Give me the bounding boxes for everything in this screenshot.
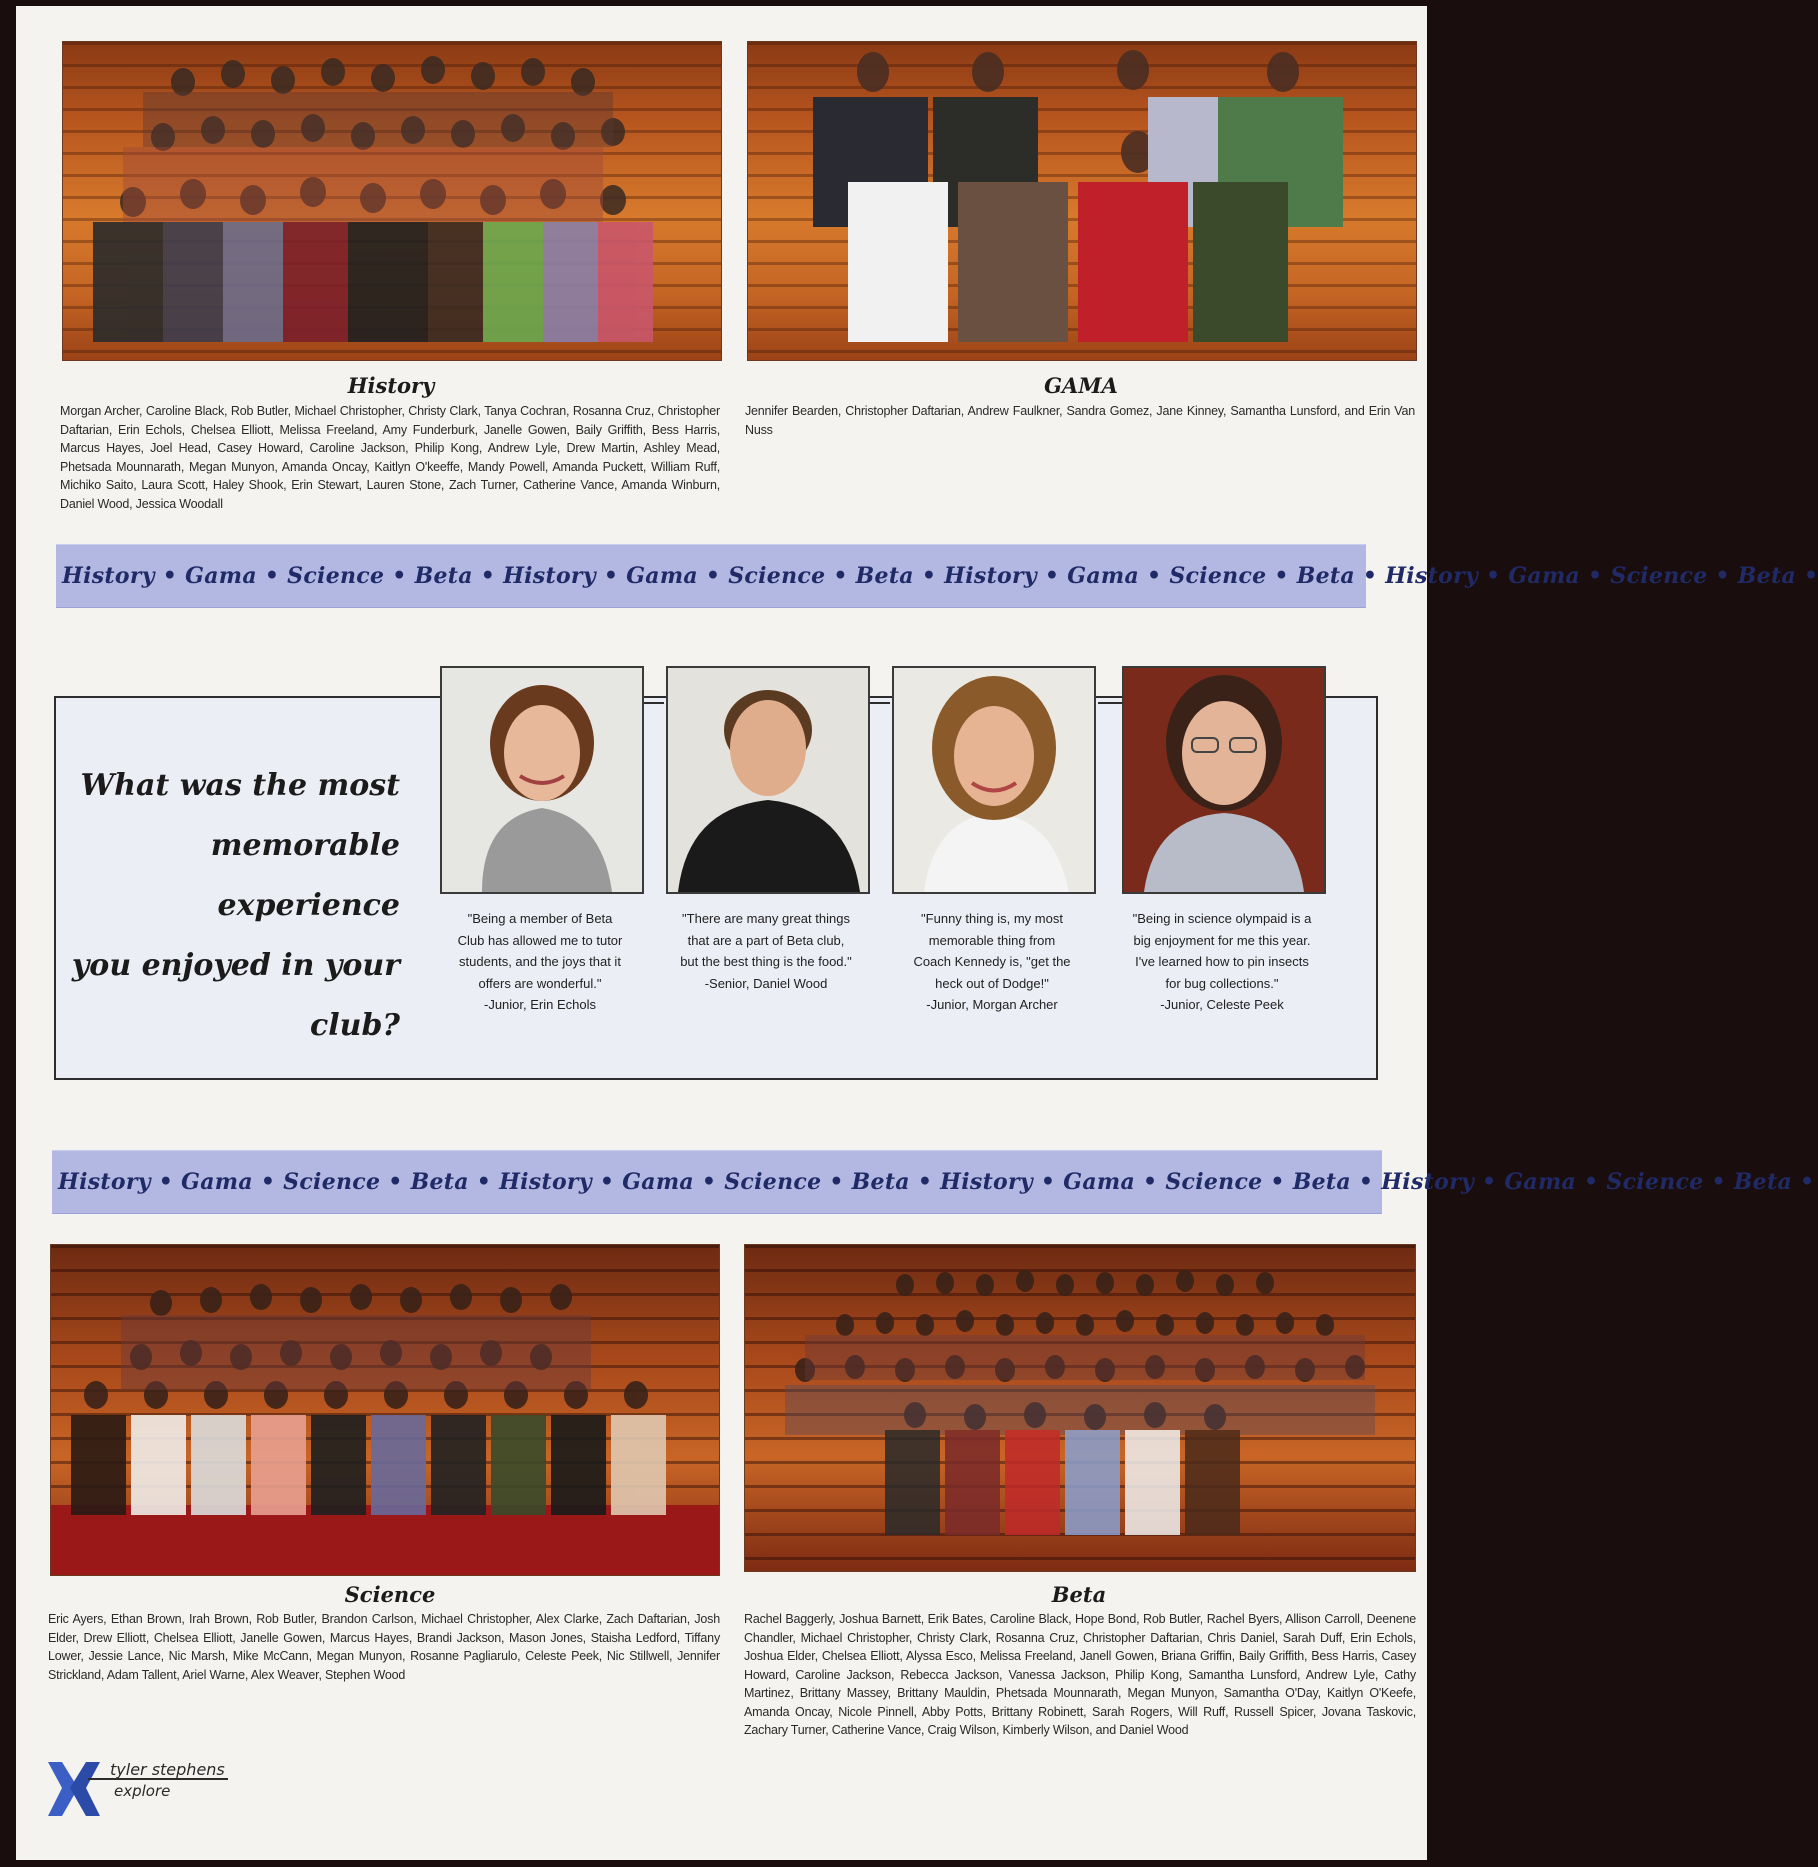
quote-line: students, and the joys that it (459, 954, 621, 969)
tyler-stephens-explore-logo (28, 1754, 228, 1824)
portrait-morgan-archer (892, 666, 1096, 894)
question-line-4: club? (309, 1008, 400, 1043)
question-line-3: you enjoyed in your (71, 948, 400, 983)
gama-group-photo (747, 41, 1417, 361)
quote-line: memorable thing from (928, 932, 1056, 948)
beta-title: Beta (1051, 1582, 1107, 1607)
quote-attribution: -Senior, Daniel Wood (704, 975, 828, 991)
question-line-1: What was the most (80, 768, 400, 803)
logo-line-1: tyler stephens (110, 1760, 225, 1779)
quote-line: Club has allowed me to tutor (457, 932, 623, 948)
portrait-erin-echols (440, 666, 644, 894)
quote-morgan-archer (888, 908, 1096, 1016)
x-logo-icon (40, 1754, 110, 1824)
club-banner-top-text: History • Gama • Science • Beta • History • Gama • Science • Beta • History • Gama • Science • Beta • History • Gama • Science • Beta • (62, 563, 1818, 589)
quote-line: that are a part of Beta club, (687, 932, 845, 948)
quote-line: "There are many great things (682, 911, 850, 926)
science-group-photo (50, 1244, 720, 1576)
quote-line: for bug collections." (1165, 975, 1279, 991)
quote-line: but the best thing is the food." (680, 954, 852, 969)
quote-daniel-wood (662, 908, 870, 994)
portrait-daniel-wood (666, 666, 870, 894)
history-title: History (347, 373, 435, 398)
history-group-photo (62, 41, 722, 361)
quote-attribution: -Junior, Erin Echols (484, 997, 596, 1012)
beta-group-photo (744, 1244, 1416, 1572)
logo-line-2: explore (114, 1782, 171, 1800)
quote-attribution: -Junior, Morgan Archer (926, 997, 1058, 1012)
quote-line: Coach Kennedy is, "get the (913, 954, 1071, 969)
question-text (60, 756, 400, 1056)
question-line-2: memorable experience (210, 828, 400, 923)
quote-line: heck out of Dodge!" (935, 975, 1049, 991)
quote-line: offers are wonderful." (478, 975, 602, 991)
quote-line: big enjoyment for me this year. (1133, 932, 1311, 948)
club-banner-bottom-text: History • Gama • Science • Beta • History • Gama • Science • Beta • History • Gama • Science • Beta • History • Gama • Science • Beta • (58, 1169, 1815, 1195)
science-names: Eric Ayers, Ethan Brown, Irah Brown, Rob Butler, Brandon Carlson, Michael Christopher, Alex Clarke, Zach Daftarian, Josh Elder, Drew Elliott, Chelsea Elliott, Janelle Gowen, Marcus Hayes, Brandi Jackson, Mason Jones, Staisha Ledford, Tiffany Lower, Jessie Lance, Nic Marsh, Mike McCann, Megan Munyon, Rosanne Pagliarulo, Celeste Peek, Nic Stillwell, Jennifer Strickland, Adam Tallent, Ariel Warne, Alex Weaver, Stephen Wood (48, 1612, 720, 1682)
quote-line: "Being a member of Beta (467, 911, 613, 926)
quote-attribution: -Junior, Celeste Peek (1160, 997, 1284, 1012)
quote-erin-echols (436, 908, 644, 1016)
quote-line: I've learned how to pin insects (1135, 954, 1309, 969)
portrait-connector (868, 702, 890, 704)
gama-title: GAMA (1044, 373, 1118, 398)
quote-line: "Funny thing is, my most (921, 911, 1063, 926)
gama-names: Jennifer Bearden, Christopher Daftarian, Andrew Faulkner, Sandra Gomez, Jane Kinney, Samantha Lunsford, and Erin Van Nuss (745, 404, 1415, 437)
portrait-connector (1098, 702, 1122, 704)
history-names: Morgan Archer, Caroline Black, Rob Butler, Michael Christopher, Christy Clark, Tanya Cochran, Rosanna Cruz, Christopher Daftarian, Erin Echols, Chelsea Elliott, Melissa Freeland, Amy Funderburk, Janelle Gowen, Baily Griffith, Bess Harris, Marcus Hayes, Joel Head, Casey Howard, Caroline Jackson, Philip Kong, Andrew Lyle, Drew Martin, Ashley Mead, Phetsada Mounnarath, Megan Munyon, Amanda Oncay, Kaitlyn O'keeffe, Mandy Powell, Amanda Puckett, William Ruff, Michiko Saito, Laura Scott, Haley Shook, Erin Stewart, Lauren Stone, Zach Turner, Catherine Vance, Amanda Winburn, Daniel Wood, Jessica Woodall (60, 404, 720, 511)
club-banner-bottom (52, 1150, 1815, 1214)
science-title: Science (344, 1582, 436, 1607)
beta-names: Rachel Baggerly, Joshua Barnett, Erik Bates, Caroline Black, Hope Bond, Rob Butler, Rachel Byers, Allison Carroll, Deenene Chandler, Michael Christopher, Christy Clark, Rosanna Cruz, Christopher Daftarian, Chris Daniel, Sarah Duff, Erin Echols, Joshua Elder, Chelsea Elliott, Alyssa Esco, Melissa Freeland, Janell Gowen, Briana Griffin, Baily Griffith, Bess Harris, Casey Howard, Caroline Jackson, Rebecca Jackson, Vanessa Jackson, Philip Kong, Samantha Lunsford, Andrew Lyle, Cathy Martinez, Brittany Massey, Brittany Mauldin, Phetsada Mounnarath, Megan Munyon, Samantha O'Day, Kaitlyn O'Keefe, Amanda Oncay, Nicole Pinnell, Abby Potts, Brittany Robinett, Sarah Rogers, Will Ruff, Russell Spicer, Jovana Taskovic, Zachary Turner, Catherine Vance, Craig Wilson, Kimberly Wilson, and Daniel Wood (744, 1612, 1416, 1737)
club-banner-top (56, 544, 1818, 608)
quote-celeste-peek (1118, 908, 1326, 1016)
quote-line: "Being in science olympaid is a (1132, 911, 1312, 926)
portrait-celeste-peek (1122, 666, 1326, 894)
portrait-connector (642, 702, 664, 704)
